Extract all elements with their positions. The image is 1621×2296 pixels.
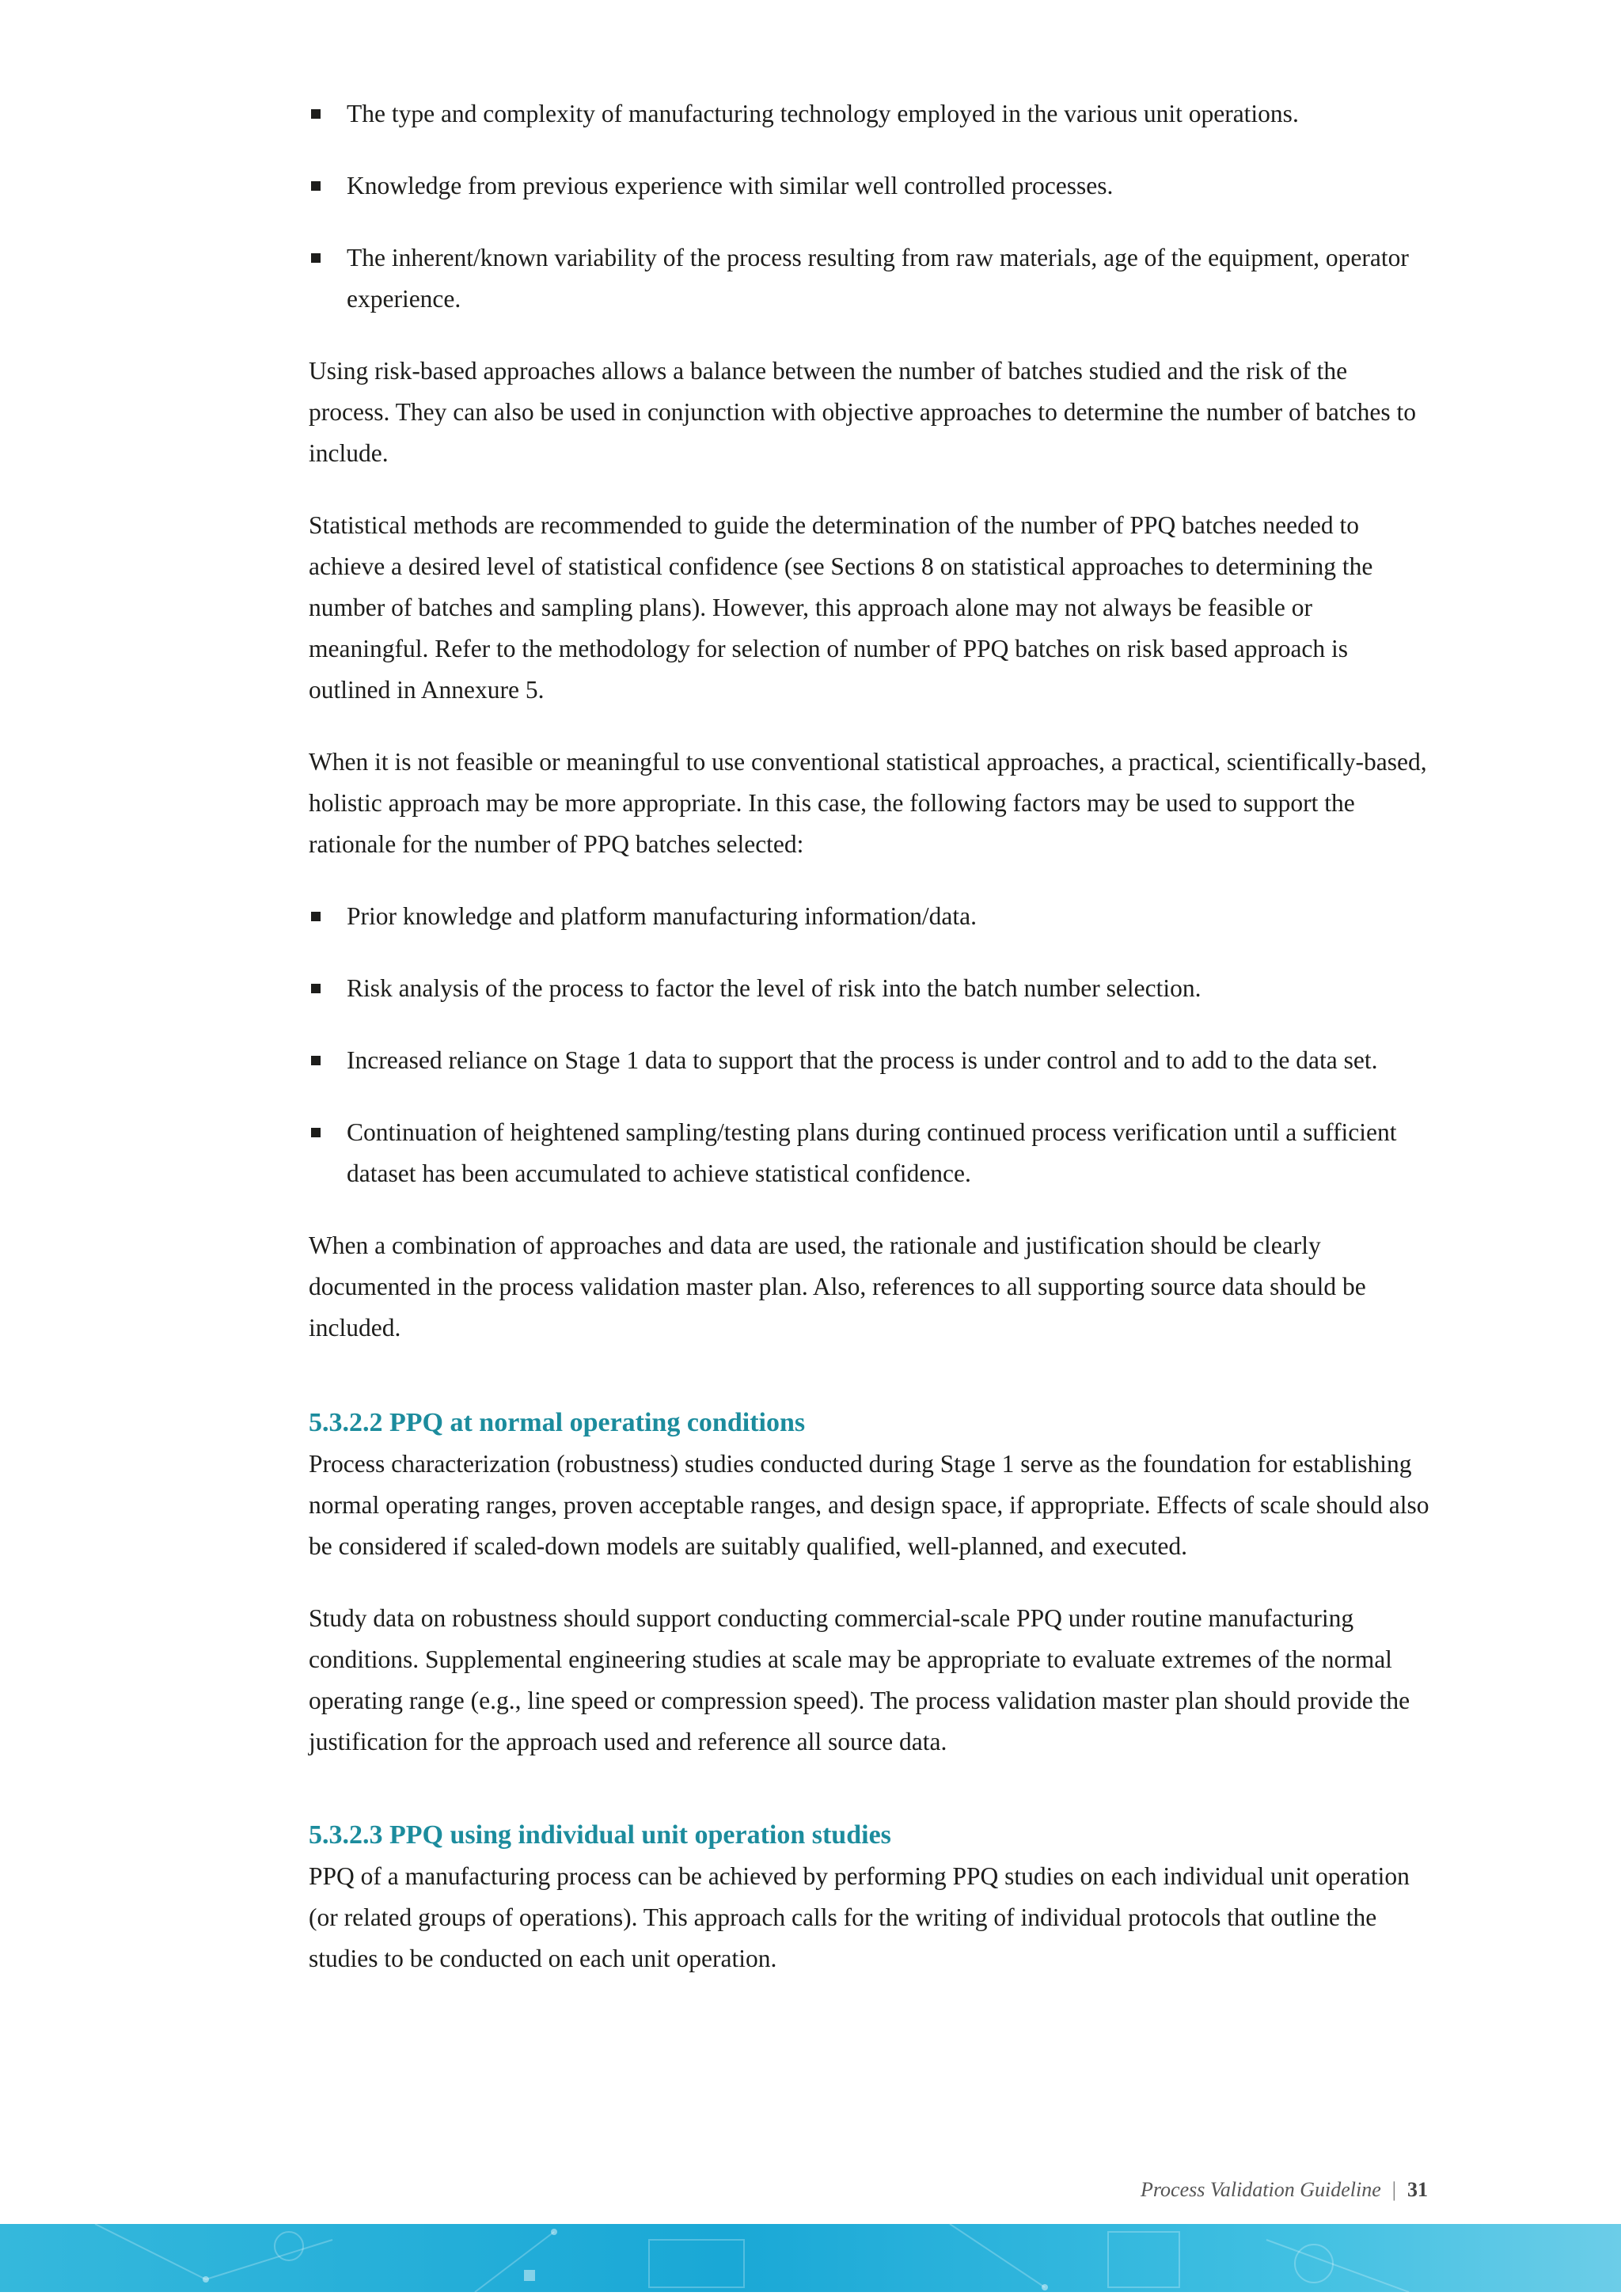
- page-footer: [1141, 2178, 1428, 2202]
- section-heading-5-3-2-2: 5.3.2.2 PPQ at normal operating conditions: [309, 1408, 806, 1437]
- footer-document-title: Process Validation Guideline: [1141, 2178, 1381, 2201]
- paragraph-unit-operation-studies: PPQ of a manufacturing process can be achieved by performing PPQ studies on each individual unit operation (or related groups of operations). This approach calls for the writing of individual protocols that outline the studies to be conducted on each unit operation.: [309, 1862, 1410, 1972]
- page-body: [309, 93, 1433, 2010]
- paragraph-statistical-methods: Statistical methods are recommended to guide the determination of the number of PPQ batches needed to achieve a desired level of statistical confidence (see Sections 8 on statistical approaches to determining the number of batches and sampling plans). However, this approach alone may not always be feasible or meaningful. Refer to the methodology for selection of number of PPQ batches on risk based approach is outlined in Annexure 5.: [309, 511, 1373, 704]
- list-item: Increased reliance on Stage 1 data to support that the process is under control and to add to the data set.: [309, 1040, 1433, 1081]
- bullet-list-considerations: [309, 93, 1433, 320]
- list-item: The type and complexity of manufacturing technology employed in the various unit operations.: [309, 93, 1433, 135]
- list-item: Prior knowledge and platform manufacturing information/data.: [309, 896, 1433, 937]
- paragraph-combination: When a combination of approaches and data are used, the rationale and justification should be clearly documented in the process validation master plan. Also, references to all supporting source data should be included.: [309, 1231, 1366, 1342]
- page-number: 31: [1407, 2178, 1428, 2201]
- paragraph-risk-based: Using risk-based approaches allows a balance between the number of batches studied and the risk of the process. They can also be used in conjunction with objective approaches to determine the number of batches to include.: [309, 357, 1416, 467]
- list-item: Knowledge from previous experience with similar well controlled processes.: [309, 165, 1433, 207]
- decorative-footer-band: [0, 2224, 1621, 2292]
- network-pattern-icon: [0, 2224, 1621, 2292]
- section-heading-5-3-2-3: 5.3.2.3 PPQ using individual unit operation studies: [309, 1820, 891, 1850]
- list-item: Risk analysis of the process to factor the level of risk into the batch number selection.: [309, 968, 1433, 1009]
- list-item: Continuation of heightened sampling/testing plans during continued process verification until a sufficient dataset has been accumulated to achieve statistical confidence.: [309, 1112, 1433, 1194]
- paragraph-process-characterization: Process characterization (robustness) studies conducted during Stage 1 serve as the foundation for establishing normal operating ranges, proven acceptable ranges, and design space, if appropriate. Effects of scale should also be considered if scaled-down models are suitably qualified, well-planned, and executed.: [309, 1450, 1429, 1560]
- list-item: The inherent/known variability of the process resulting from raw materials, age of the equipment, operator experience.: [309, 237, 1433, 320]
- footer-separator: |: [1391, 2178, 1396, 2201]
- paragraph-holistic-approach: When it is not feasible or meaningful to use conventional statistical approaches, a practical, scientifically-based, holistic approach may be more appropriate. In this case, the following factors may be used to support the rationale for the number of PPQ batches selected:: [309, 748, 1427, 858]
- bullet-list-factors: [309, 896, 1433, 1194]
- paragraph-robustness-data: Study data on robustness should support conducting commercial-scale PPQ under routine manufacturing conditions. Supplemental engineering studies at scale may be appropriate to evaluate extremes of the normal operating range (e.g., line speed or compression speed). The process validation master plan should provide the justification for the approach used and reference all source data.: [309, 1604, 1410, 1755]
